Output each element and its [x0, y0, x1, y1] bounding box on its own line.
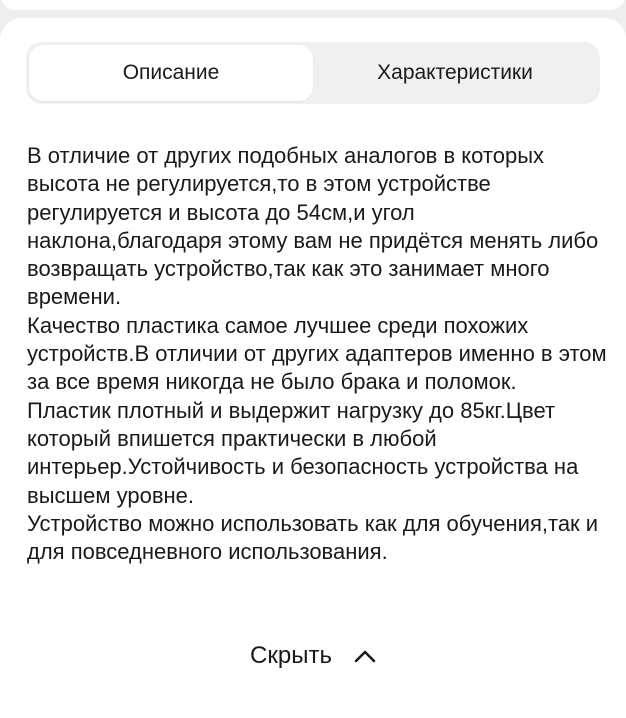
previous-card	[0, 0, 626, 10]
description-paragraph: В отличие от других подобных аналогов в которых высота не регулируется,то в этом устройстве регулируется и высота до 54см,и угол наклона,благодаря этому вам не придётся менять либо возвращать устройство,так как это занимает много времени.	[27, 143, 599, 310]
tab-specifications-label: Характеристики	[377, 61, 533, 84]
collapse-button[interactable]	[0, 636, 626, 676]
description-paragraph: Пластик плотный и выдержит нагрузку до 85кг.Цвет который впишется практически в любой интерьер.Устойчивость и безопасность устройства на высшем уровне.	[27, 397, 579, 508]
product-info-sheet	[0, 18, 626, 718]
tab-description[interactable]	[29, 45, 313, 101]
collapse-label: Скрыть	[250, 642, 332, 669]
description-paragraph: Качество пластика самое лучшее среди похожих устройств.В отличии от других адаптеров именно в этом за все время никогда не было брака и поломок.	[27, 312, 607, 395]
chevron-up-icon	[354, 649, 376, 663]
tab-specifications[interactable]	[313, 45, 597, 101]
description-paragraph: Устройство можно использовать как для обучения,так и для повседневного использования.	[27, 510, 599, 565]
description-text	[27, 142, 607, 566]
tab-description-label: Описание	[122, 61, 220, 84]
info-tabs	[26, 42, 600, 104]
